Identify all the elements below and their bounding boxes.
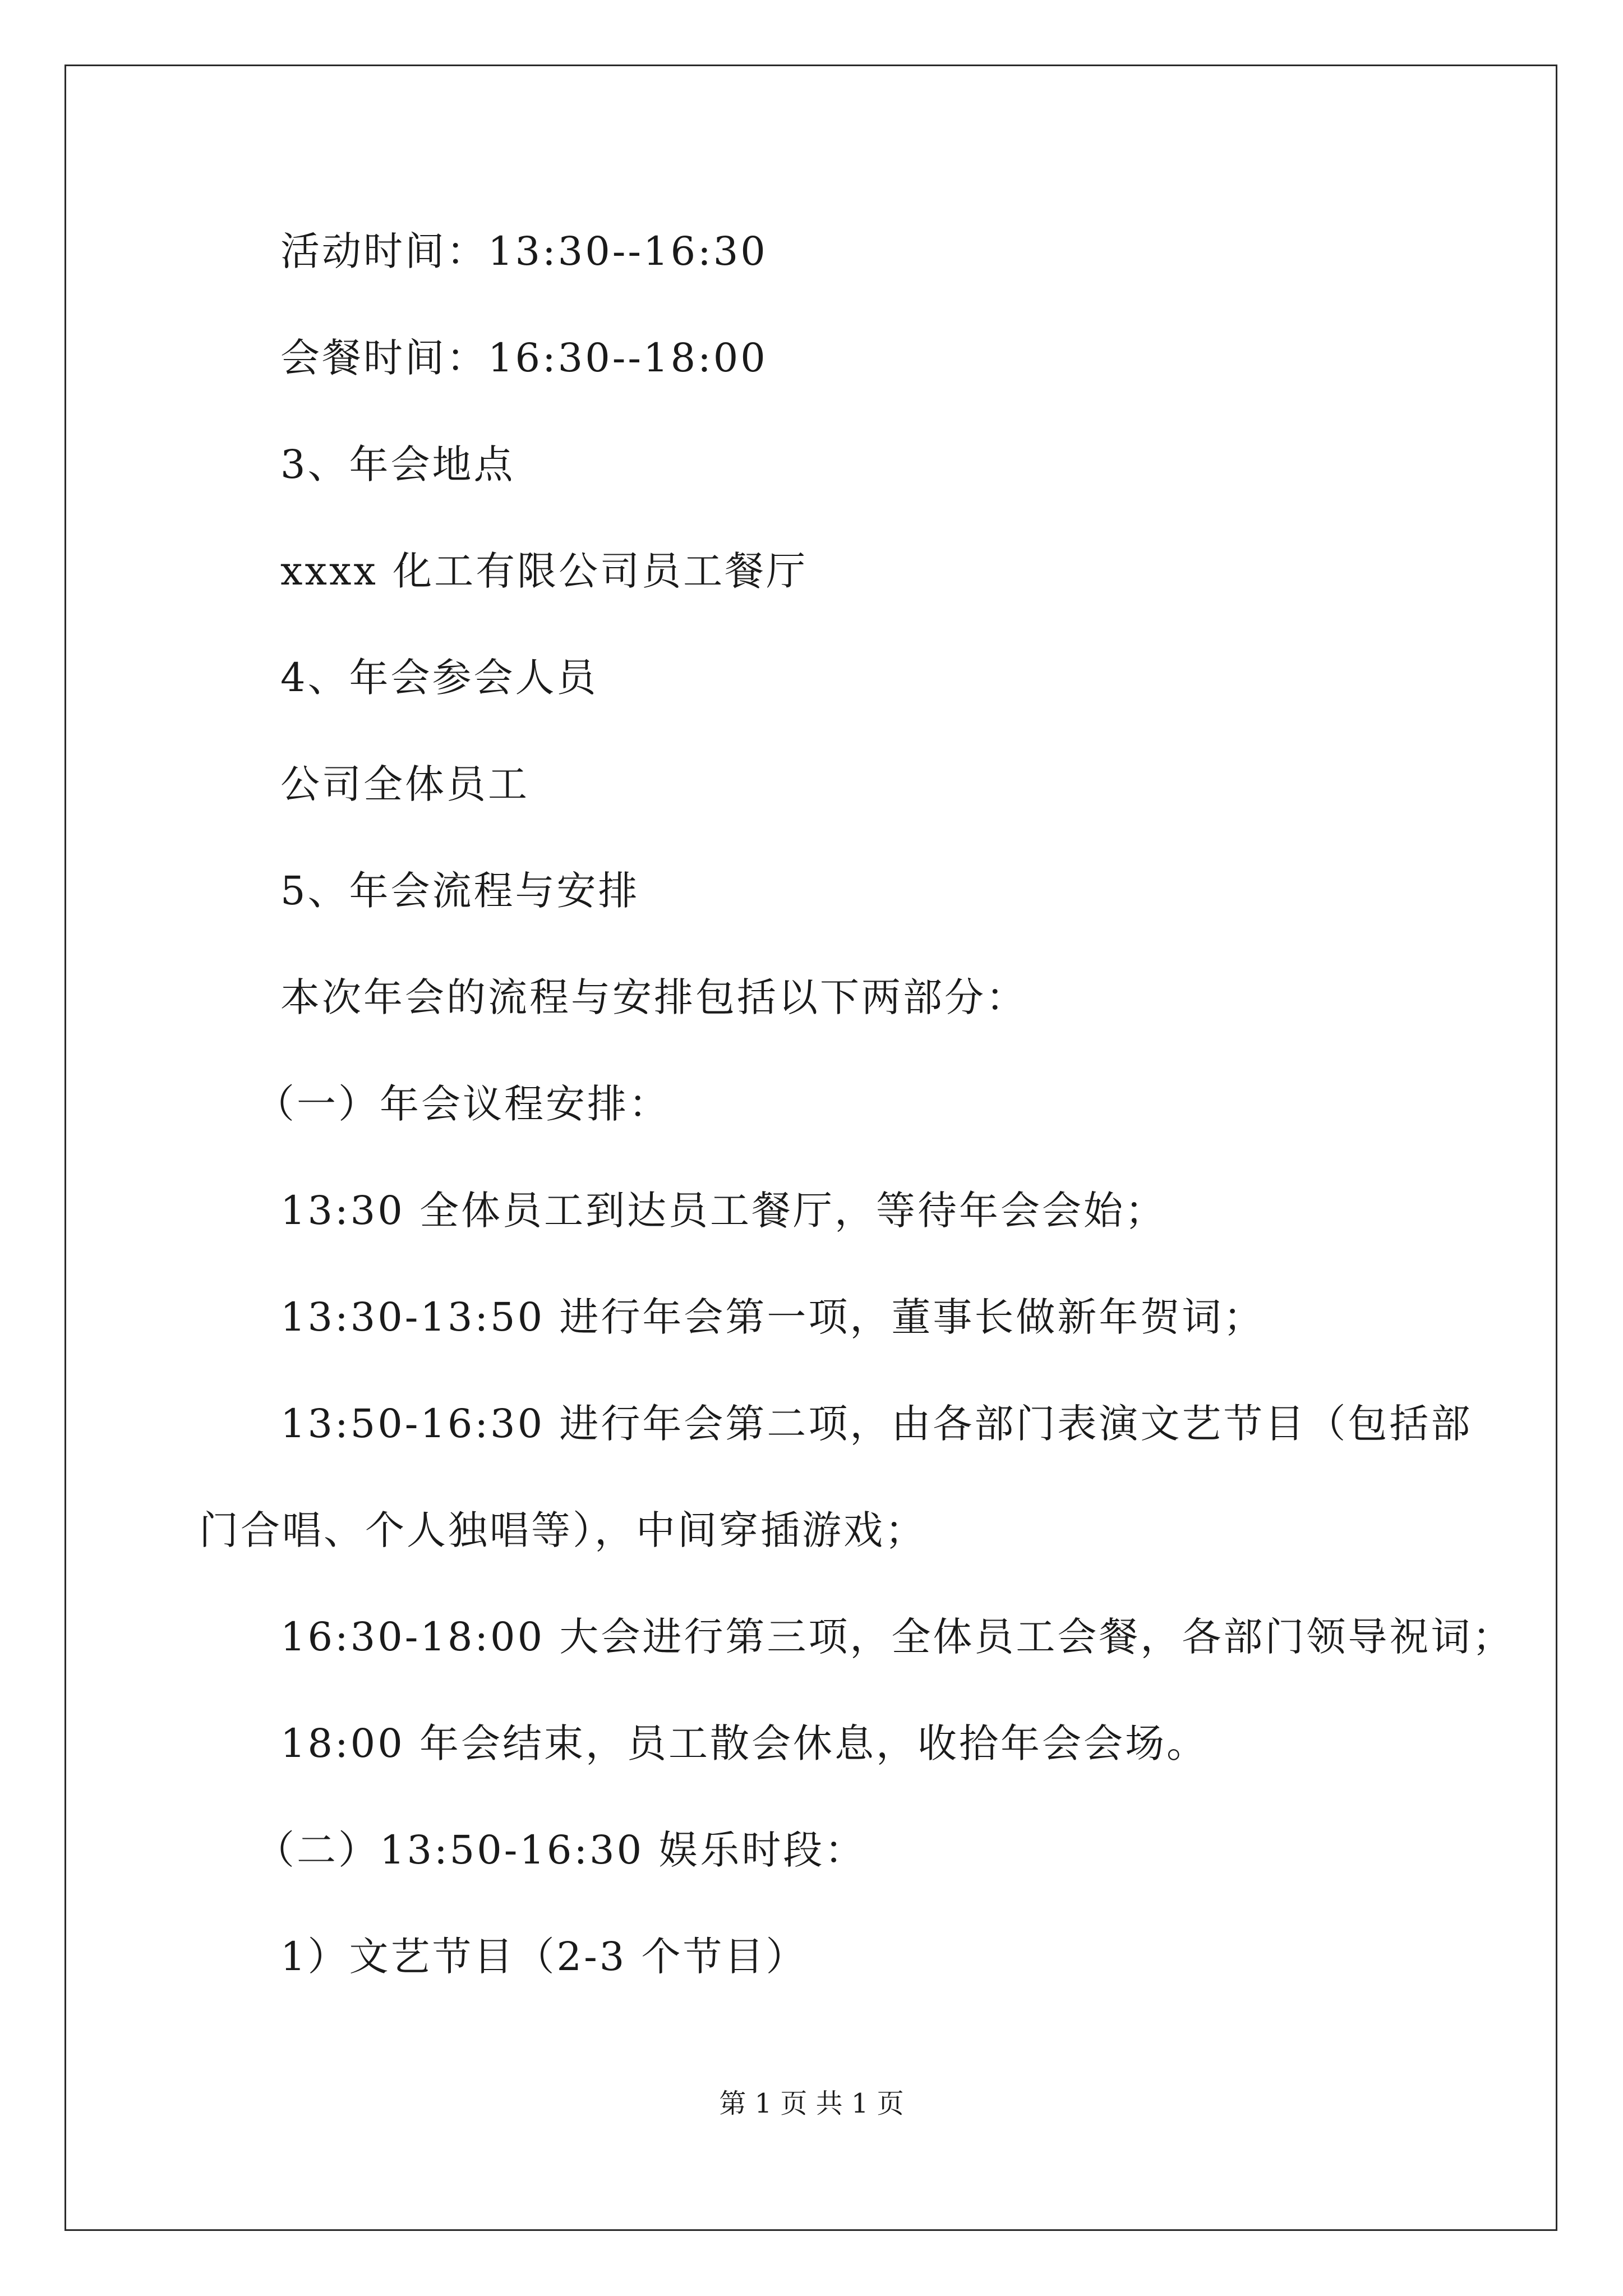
text-line-attendees: 公司全体员工: [280, 761, 529, 807]
page-border: [64, 65, 1557, 2231]
agenda-item-1800: 18:00 年会结束，员工散会休息，收拾年会会场。: [280, 1720, 1208, 1766]
heading-schedule: 5、年会流程与安排: [280, 868, 640, 914]
agenda-item-1330-1350: 13:30-13:50 进行年会第一项，董事长做新年贺词；: [280, 1294, 1265, 1340]
text-line-schedule-intro: 本次年会的流程与安排包括以下两部分：: [280, 974, 1027, 1020]
page-number-footer: 第 1 页 共 1 页: [719, 2088, 904, 2119]
text-line-performances: 1）文艺节目（2-3 个节目）: [280, 1934, 808, 1980]
subheading-entertainment: （二）13:50-16:30 娱乐时段：: [255, 1827, 866, 1873]
agenda-item-1350-1630: 13:50-16:30 进行年会第二项，由各部门表演文艺节目（包括部: [280, 1401, 1473, 1447]
agenda-item-1630-1800: 16:30-18:00 大会进行第三项，全体员工会餐，各部门领导祝词；: [280, 1614, 1514, 1660]
heading-attendees: 4、年会参会人员: [280, 655, 598, 701]
heading-venue: 3、年会地点: [280, 441, 515, 487]
agenda-item-1350-1630-continued: 门合唱、个人独唱等），中间穿插游戏；: [199, 1507, 926, 1553]
subheading-agenda: （一）年会议程安排：: [255, 1081, 670, 1127]
text-line-venue: xxxx 化工有限公司员工餐厅: [280, 548, 808, 594]
text-line-dinner-time: 会餐时间：16:30--18:00: [280, 335, 768, 381]
agenda-item-1330: 13:30 全体员工到达员工餐厅，等待年会会始；: [280, 1188, 1166, 1234]
text-line-activity-time: 活动时间：13:30--16:30: [280, 228, 768, 274]
